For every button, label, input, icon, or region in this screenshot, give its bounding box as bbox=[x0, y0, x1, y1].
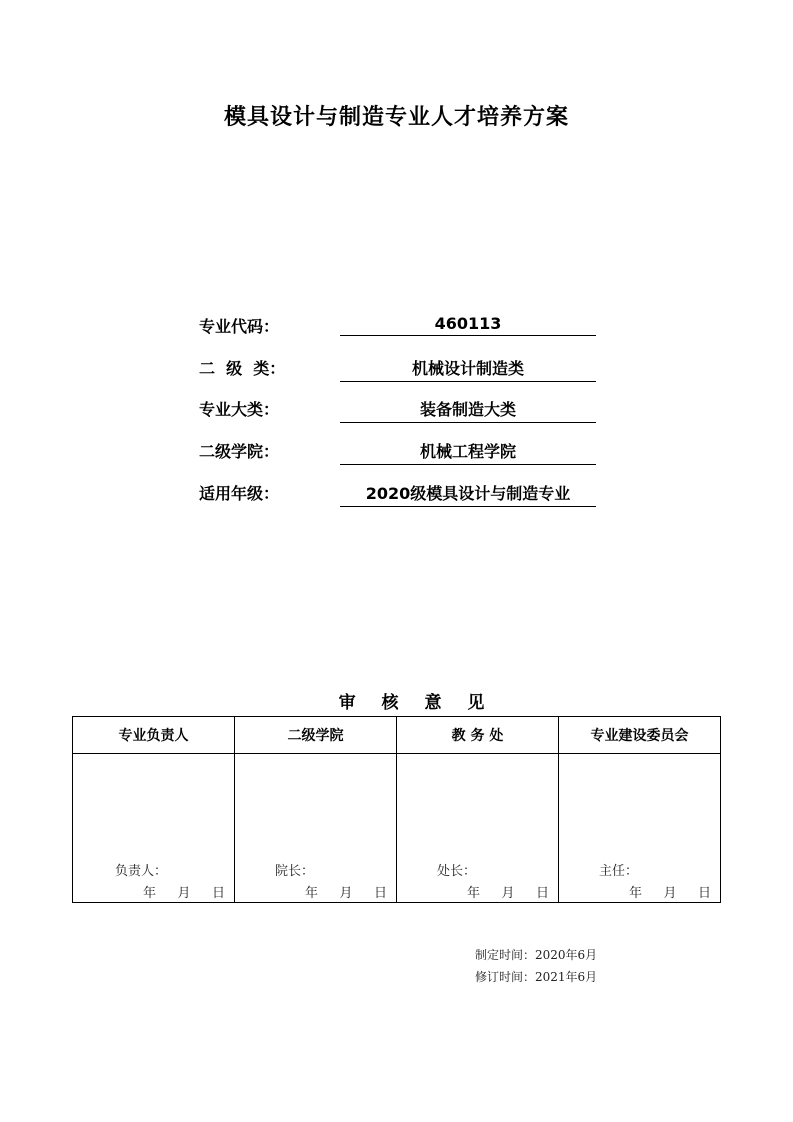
review-column-header: 专业建设委员会 bbox=[559, 717, 721, 754]
review-cell-committee bbox=[559, 754, 721, 903]
review-column-header: 教 务 处 bbox=[397, 717, 559, 754]
review-cell-college bbox=[235, 754, 397, 903]
info-value: 机械工程学院 bbox=[340, 439, 596, 465]
info-row-secondary-category bbox=[199, 356, 599, 380]
info-value: 460113 bbox=[340, 314, 596, 336]
info-label: 二级学院： bbox=[199, 442, 280, 461]
signature-date: 年 月 日 bbox=[628, 886, 712, 901]
info-row-college bbox=[199, 439, 599, 463]
signature-date: 年 月 日 bbox=[466, 886, 550, 901]
info-label: 二 级 类： bbox=[199, 359, 286, 378]
info-label: 专业代码： bbox=[199, 317, 280, 336]
info-label: 专业大类： bbox=[199, 400, 280, 419]
info-value: 装备制造大类 bbox=[340, 397, 596, 423]
info-value: 机械设计制造类 bbox=[340, 356, 596, 382]
created-date: 制定时间：2020年6月 bbox=[475, 948, 598, 962]
info-label: 适用年级： bbox=[199, 484, 280, 503]
signature-label: 主任： bbox=[599, 864, 639, 879]
info-value: 2020级模具设计与制造专业 bbox=[340, 481, 596, 507]
review-cell-major-leader bbox=[73, 754, 235, 903]
review-column-header: 专业负责人 bbox=[73, 717, 235, 754]
info-row-major-code bbox=[199, 314, 599, 338]
signature-date: 年 月 日 bbox=[304, 886, 388, 901]
info-row-applicable-grade bbox=[199, 481, 599, 505]
review-column-header: 二级学院 bbox=[235, 717, 397, 754]
info-row-major-category bbox=[199, 397, 599, 421]
review-table bbox=[72, 716, 721, 903]
review-signature-row bbox=[73, 754, 721, 903]
signature-label: 处长： bbox=[437, 864, 477, 879]
review-section-title: 审 核 意 见 bbox=[338, 693, 495, 713]
signature-label: 负责人： bbox=[115, 864, 168, 879]
document-title: 模具设计与制造专业人才培养方案 bbox=[223, 105, 569, 130]
signature-label: 院长： bbox=[275, 864, 315, 879]
review-cell-academic-affairs bbox=[397, 754, 559, 903]
signature-date: 年 月 日 bbox=[142, 886, 226, 901]
revised-date: 修订时间：2021年6月 bbox=[475, 970, 598, 984]
review-header-row bbox=[73, 717, 721, 754]
